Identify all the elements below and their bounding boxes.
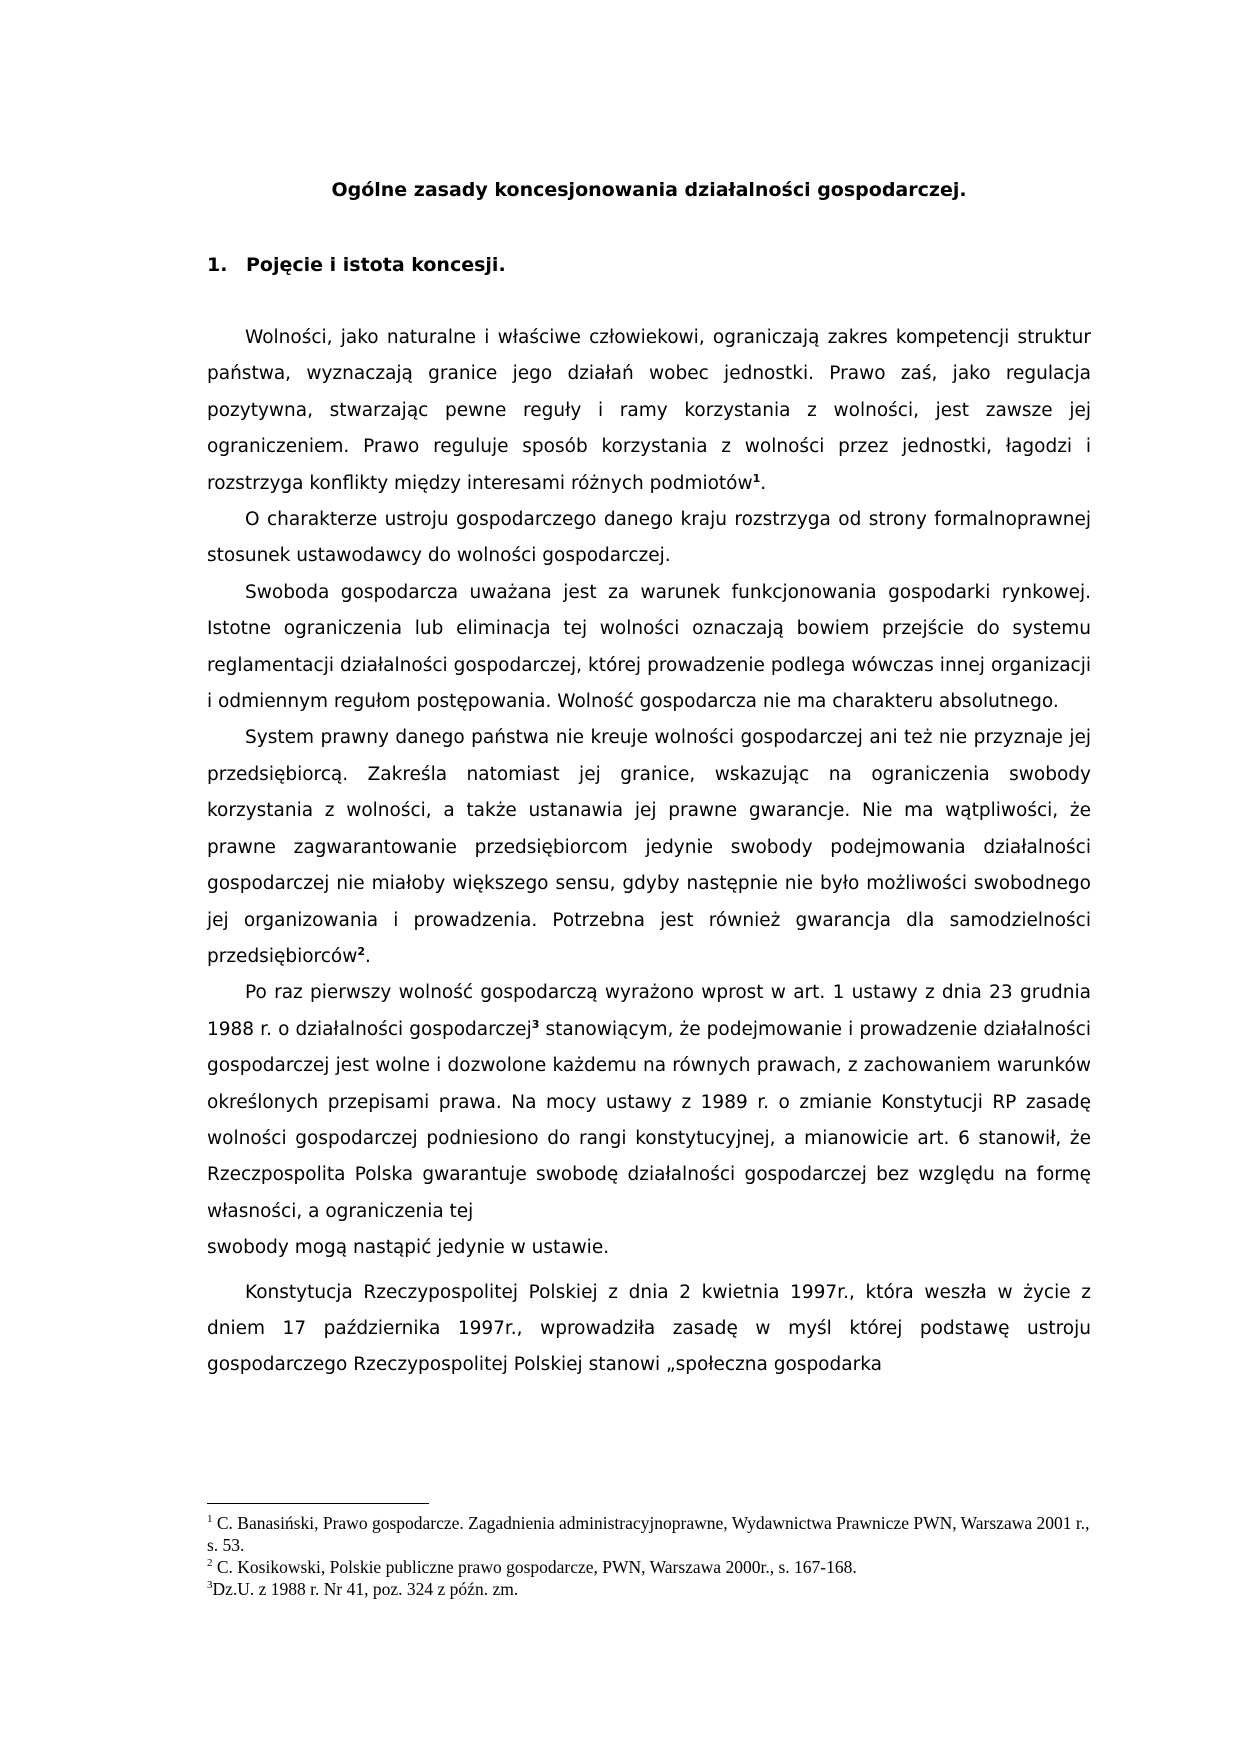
paragraph-5-continuation: swobody mogą nastąpić jedynie w ustawie. bbox=[207, 1237, 610, 1259]
paragraph-3-text: Swoboda gospodarcza uważana jest za warunek funkcjonowania gospodarki rynkowej. Istotne ograniczenia lub eliminacja tej wolności oznaczają bowiem przejście do systemu reglamentacji działalności gospodarczej, której prowadzenie podlega wówczas innej organizacji i odmiennym regułom postępowania. Wolność gospodarcza nie ma charakteru absolutnego. bbox=[207, 581, 1091, 713]
paragraph-5-text: Po raz pierwszy wolność gospodarczą wyrażono wprost w art. 1 ustawy z dnia 23 grudnia 1988 r. o działalności gospodarczej bbox=[207, 982, 1091, 1040]
footnote-separator bbox=[207, 1503, 429, 1504]
footnote-1-number: 1 bbox=[207, 1513, 213, 1526]
paragraph-1 bbox=[207, 320, 1091, 502]
footnote-3-text: Dz.U. z 1988 r. Nr 41, poz. 324 z późn. zm. bbox=[212, 1579, 519, 1599]
paragraph-4-text: System prawny danego państwa nie kreuje wolności gospodarczej ani też nie przyznaje jej przedsiębiorcą. Zakreśla natomiast jej granice, wskazując na ograniczenia swobody korzystania z wolności, a także ustanawia jej prawne gwarancje. Nie ma wątpliwości, że prawne zagwarantowanie przedsiębiorcom jedynie swobody podejmowania działalności gospodarczej nie miałoby większego sensu, gdyby następnie nie było możliwości swobodnego jej organizowania i prowadzenia. Potrzebna jest również gwarancja dla samodzielności przedsiębiorców bbox=[207, 727, 1091, 967]
paragraph-5 bbox=[207, 975, 1091, 1230]
section-heading bbox=[207, 251, 506, 279]
body-text bbox=[207, 320, 1091, 1384]
footnote-ref-2[interactable]: 2 bbox=[357, 944, 366, 958]
paragraph-1-text: Wolności, jako naturalne i właściwe człowiekowi, ograniczają zakres kompetencji struktur państwa, wyznaczają granice jego działań wobec jednostki. Prawo zaś, jako regulacja pozytywna, stwarzając pewne reguły i ramy korzystania z wolności, jest zawsze jej ograniczeniem. Prawo reguluje sposób korzystania z wolności przez jednostki, łagodzi i rozstrzyga konflikty między interesami różnych podmiotów bbox=[207, 327, 1091, 494]
paragraph-6 bbox=[207, 1275, 1091, 1384]
paragraph-4-tail: . bbox=[365, 945, 371, 967]
footnote-2 bbox=[207, 1556, 1091, 1578]
footnote-ref-3[interactable]: 3 bbox=[531, 1017, 540, 1031]
footnote-1-text: C. Banasiński, Prawo gospodarcze. Zagadnienia administracyjnoprawne, Wydawnictwa Prawnicze PWN, Warszawa 2001 r., s. 53. bbox=[207, 1513, 1090, 1555]
footnote-ref-1[interactable]: 1 bbox=[752, 471, 761, 485]
section-heading-text: Pojęcie i istota koncesji. bbox=[246, 254, 506, 276]
footnote-1 bbox=[207, 1512, 1091, 1556]
paragraph-3 bbox=[207, 575, 1091, 721]
paragraph-2-text: O charakterze ustroju gospodarczego danego kraju rozstrzyga od strony formalnoprawnej stosunek ustawodawcy do wolności gospodarczej. bbox=[207, 509, 1091, 567]
footnote-3 bbox=[207, 1578, 1091, 1600]
footnotes bbox=[207, 1512, 1091, 1600]
section-number: 1. bbox=[207, 254, 228, 276]
paragraph-4 bbox=[207, 720, 1091, 975]
paragraph-1-tail: . bbox=[760, 472, 767, 494]
footnote-3-number: 3 bbox=[207, 1579, 213, 1592]
footnote-2-number: 2 bbox=[207, 1557, 213, 1570]
document-title: Ogólne zasady koncesjonowania działalności gospodarczej. bbox=[331, 179, 967, 201]
paragraph-2 bbox=[207, 502, 1091, 575]
paragraph-6-text: Konstytucja Rzeczypospolitej Polskiej z dnia 2 kwietnia 1997r., która weszła w życie z dniem 17 października 1997r., wprowadziła zasadę w myśl której podstawę ustroju gospodarczego Rzeczypospolitej Polskiej stanowi „społeczna gospodarka bbox=[207, 1281, 1091, 1376]
footnote-2-text: C. Kosikowski, Polskie publiczne prawo gospodarcze, PWN, Warszawa 2000r., s. 167-168. bbox=[216, 1557, 857, 1577]
paragraph-5-tail: stanowiącym, że podejmowanie i prowadzenie działalności gospodarczej jest wolne i dozwolone każdemu na równych prawach, z zachowaniem warunków określonych przepisami prawa. Na mocy ustawy z 1989 r. o zmianie Konstytucji RP zasadę wolności gospodarczej podniesiono do rangi konstytucyjnej, a mianowicie art. 6 stanowił, że Rzeczpospolita Polska gwarantuje swobodę działalności gospodarczej bez względu na formę własności, a ograniczenia tej bbox=[207, 1018, 1091, 1222]
